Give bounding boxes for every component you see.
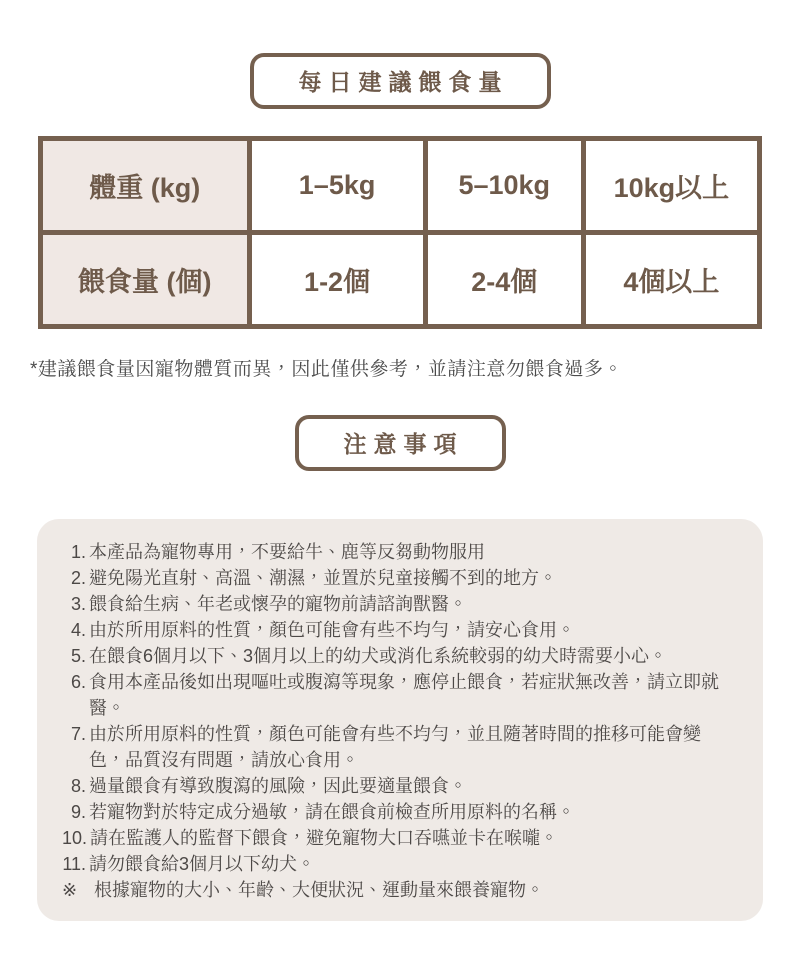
feeding-row-header: 餵食量 (個) [41, 233, 250, 327]
precaution-item-marker: 11. [62, 854, 86, 874]
precaution-item [62, 721, 735, 773]
feeding-cell: 4個以上 [583, 233, 759, 327]
precaution-item-marker: 5. [70, 646, 86, 666]
precaution-item-text: 避免陽光直射、高溫、潮濕，並置於兒童接觸不到的地方。 [89, 568, 557, 588]
feeding-table [38, 136, 762, 329]
precaution-item-text: 請在監護人的監督下餵食，避免寵物大口吞嚥並卡在喉嚨。 [90, 828, 559, 848]
precaution-item-text: 本產品為寵物專用，不要給牛、鹿等反芻動物服用 [89, 542, 485, 562]
feeding-cell: 10kg以上 [583, 139, 759, 233]
precaution-item-text: 餵食給生病、年老或懷孕的寵物前請諮詢獸醫。 [89, 594, 467, 614]
feeding-cell: 2-4個 [425, 233, 583, 327]
precaution-item-marker: 8. [70, 776, 86, 796]
precaution-item [62, 669, 735, 721]
feeding-footnote: *建議餵食量因寵物體質而異，因此僅供參考，並請注意勿餵食過多。 [30, 359, 623, 380]
precaution-item [62, 877, 735, 903]
feeding-row-header: 體重 (kg) [41, 139, 250, 233]
precaution-item-text: 過量餵食有導致腹瀉的風險，因此要適量餵食。 [89, 776, 467, 796]
precaution-item-text: 根據寵物的大小、年齡、大便狀況、運動量來餵養寵物。 [94, 880, 544, 900]
precautions-box [37, 519, 763, 921]
precaution-item-marker: 10. [62, 828, 88, 848]
precaution-item-text: 若寵物對於特定成分過敏，請在餵食前檢查所用原料的名稱。 [89, 802, 575, 822]
feeding-table-body [41, 139, 760, 327]
precaution-item [62, 773, 735, 799]
precaution-item-text: 由於所用原料的性質，顏色可能會有些不均勻，請安心食用。 [89, 620, 575, 640]
precaution-item-marker: 1. [70, 542, 86, 562]
daily-feeding-title-badge: 每日建議餵食量 [250, 53, 551, 109]
precaution-item-marker: ※ [62, 880, 78, 900]
precautions-title-badge: 注意事項 [295, 415, 506, 471]
precaution-item [62, 799, 735, 825]
precaution-item-marker: 9. [70, 802, 86, 822]
feeding-cell: 1-2個 [249, 233, 425, 327]
precaution-item-text: 在餵食6個月以下、3個月以上的幼犬或消化系統較弱的幼犬時需要小心。 [89, 646, 668, 666]
precaution-item [62, 643, 735, 669]
precaution-item [62, 565, 735, 591]
feeding-table-row [41, 233, 760, 327]
precaution-item-text: 由於所用原料的性質，顏色可能會有些不均勻，並且隨著時間的推移可能會變色，品質沒有問題，請放心食用。 [89, 724, 701, 770]
precaution-item-marker: 4. [70, 620, 86, 640]
precaution-item [62, 825, 735, 851]
feeding-cell: 5–10kg [425, 139, 583, 233]
precaution-item-marker: 6. [70, 672, 86, 692]
precaution-item [62, 591, 735, 617]
precautions-list [62, 539, 735, 903]
precaution-item-marker: 3. [70, 594, 86, 614]
precaution-item [62, 539, 735, 565]
precaution-item-text: 請勿餵食給3個月以下幼犬。 [89, 854, 316, 874]
precaution-item [62, 617, 735, 643]
precaution-item-marker: 2. [70, 568, 86, 588]
precaution-item-marker: 7. [70, 724, 86, 744]
precaution-item [62, 851, 735, 877]
feeding-cell: 1–5kg [249, 139, 425, 233]
feeding-table-row [41, 139, 760, 233]
precaution-item-text: 食用本產品後如出現嘔吐或腹瀉等現象，應停止餵食，若症狀無改善，請立即就醫。 [89, 672, 719, 718]
